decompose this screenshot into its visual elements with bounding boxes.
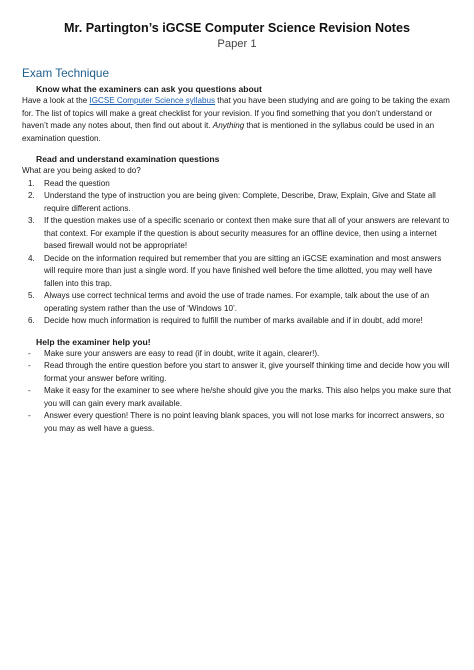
subheading-examiners: Know what the examiners can ask you questions about bbox=[36, 84, 262, 94]
list-item bbox=[22, 410, 452, 435]
list-item bbox=[22, 360, 452, 385]
document-title: Mr. Partington’s iGCSE Computer Science Revision Notes bbox=[64, 21, 410, 35]
list-item bbox=[22, 385, 452, 410]
list-item-text: Read the question bbox=[44, 178, 110, 188]
list-item-text: Understand the type of instruction you are being given: Complete, Describe, Draw, Explain, Give and State all require different actions. bbox=[44, 191, 436, 213]
dash-bullet: - bbox=[28, 386, 31, 395]
list-item-text: Decide how much information is required to fulfill the number of marks available and if in doubt, add more! bbox=[44, 316, 423, 325]
paragraph-text: that you have been studying and are going to be taking the exam for. The list of topics will make a great checklist for your revision. If you find something that you don’t understand or haven’t made any notes about, then find out about it. bbox=[22, 96, 450, 130]
list-item bbox=[22, 178, 452, 191]
list-item bbox=[22, 315, 452, 328]
list-item-text: Always use correct technical terms and avoid the use of trade names. For example, talk about the use of an operating system rather than the use of ‘Windows 10’. bbox=[44, 291, 430, 313]
subheading-read-questions: Read and understand examination questions bbox=[36, 154, 220, 164]
list-item-text: Make it easy for the examiner to see where he/she should give you the marks. This also helps you make sure that you will can gain every mark available. bbox=[44, 386, 451, 408]
emphasis-text: Anything bbox=[212, 121, 245, 130]
list-number: 6. bbox=[28, 316, 35, 325]
numbered-list bbox=[22, 178, 452, 328]
list-number: 5. bbox=[28, 291, 35, 300]
list-item bbox=[22, 290, 452, 315]
list-number: 2. bbox=[28, 191, 35, 200]
paragraph-text: Have a look at the bbox=[22, 96, 90, 105]
list-item-text: Read through the entire question before you start to answer it, give yourself thinking time and decide how you will format your answer before writing. bbox=[44, 361, 450, 383]
dash-list bbox=[22, 348, 452, 436]
syllabus-link[interactable]: IGCSE Computer Science syllabus bbox=[89, 96, 216, 105]
list-number: 3. bbox=[28, 216, 35, 225]
list-item bbox=[22, 190, 452, 215]
list-number: 4. bbox=[28, 253, 35, 263]
section-heading-exam-technique: Exam Technique bbox=[22, 66, 110, 80]
read-questions-intro: What are you being asked to do? bbox=[22, 166, 141, 175]
list-item bbox=[22, 215, 452, 253]
list-item-text: Decide on the information required but remember that you are sitting an iGCSE examination and most answers will require more than just a single word. If you have finished well before the time allotted, you may well have fallen into this trap. bbox=[44, 253, 442, 288]
list-item-text: If the question makes use of a specific scenario or context then make sure that all of your answers are relevant to that context. For example if the question is about security measures for an offline device, then using a internet based firewall would not be appropriate! bbox=[44, 216, 450, 250]
dash-bullet: - bbox=[28, 348, 31, 358]
list-item-text: Answer every question! There is no point leaving blank spaces, you will not lose marks for incorrect answers, so you may as well have a guess. bbox=[44, 411, 445, 433]
list-item bbox=[22, 253, 452, 291]
list-item bbox=[22, 348, 452, 361]
list-number: 1. bbox=[28, 178, 35, 188]
dash-bullet: - bbox=[28, 361, 31, 370]
paragraph-text: that is mentioned in the syllabus could be used in an examination question. bbox=[22, 121, 435, 143]
list-item-text: Make sure your answers are easy to read (if in doubt, write it again, clearer!). bbox=[44, 348, 320, 358]
document-subtitle: Paper 1 bbox=[217, 38, 257, 50]
subheading-help-examiner: Help the examiner help you! bbox=[36, 336, 151, 347]
syllabus-paragraph bbox=[22, 95, 452, 145]
dash-bullet: - bbox=[28, 411, 31, 420]
